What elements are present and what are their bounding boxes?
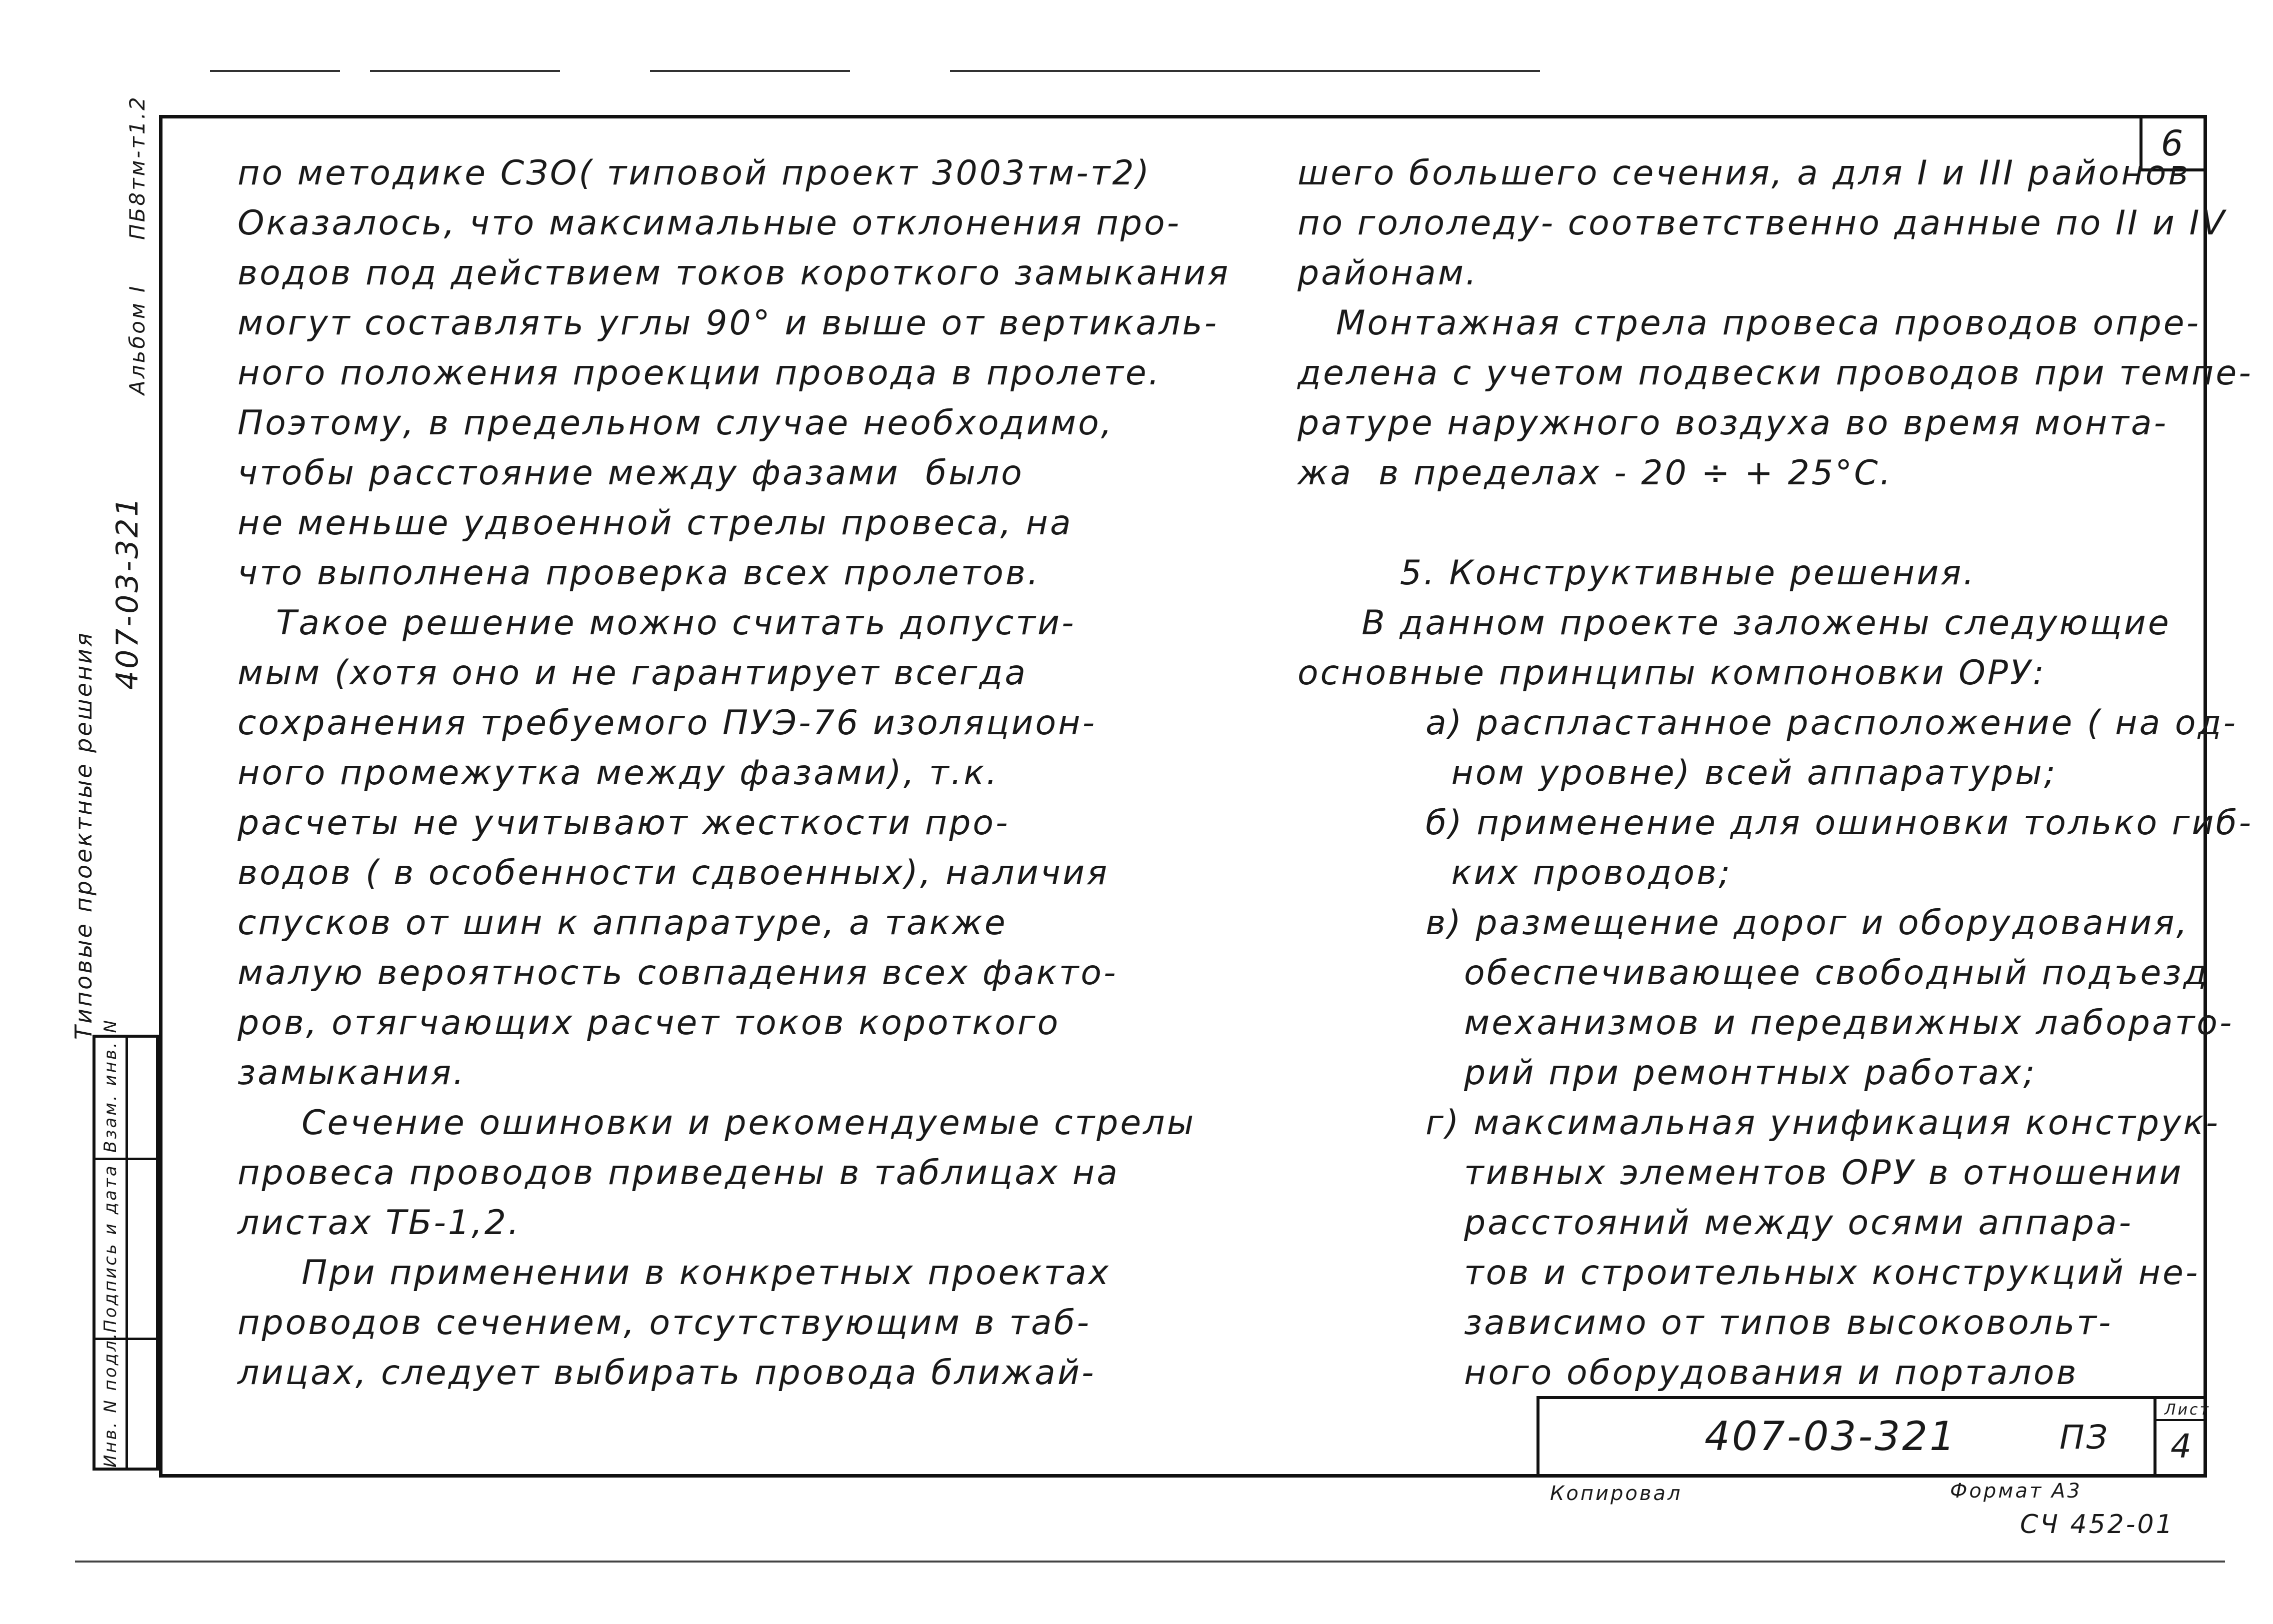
copied-by-label: Копировал	[1550, 1482, 1682, 1505]
right-column-line: зависимо от типов высоковольт-	[1298, 1303, 2113, 1343]
right-column-line: ких проводов;	[1298, 853, 1732, 893]
right-column-line: районам.	[1298, 253, 1478, 293]
right-text-column	[1298, 148, 2253, 1398]
sidebar-series-title: Типовые проектные решения	[70, 631, 97, 1040]
right-column-line	[1298, 498, 2253, 548]
stamp-label-replacement: Взам. инв. N	[100, 1018, 120, 1153]
format-label: Формат А3	[1950, 1480, 2082, 1503]
right-column-line: по гололеду- соответственно данные по II и IV	[1298, 203, 2227, 243]
right-column-line: шего большего сечения, а для I и III районов	[1298, 153, 2190, 193]
left-column-line: могут составлять углы 90° и выше от вертикаль-	[238, 303, 1219, 343]
left-text-column	[238, 148, 1230, 1398]
title-block-sheet-rule	[2156, 1419, 2204, 1421]
right-column-line: В данном проекте заложены следующие	[1298, 603, 2171, 643]
right-column-line: ного оборудования и порталов	[1298, 1353, 2078, 1393]
right-column-line: механизмов и передвижных лаборато-	[1298, 1003, 2234, 1043]
right-column-line: расстояний между осями аппара-	[1298, 1203, 2134, 1243]
sidebar-album-code: ПБ8тм-т1.2	[125, 95, 150, 240]
left-column-line: спусков от шин к аппаратуре, а также	[238, 903, 1008, 943]
left-column-line: водов под действием токов короткого замыкания	[238, 253, 1230, 293]
sidebar-series-code: 407-03-321	[110, 495, 145, 690]
right-column-line: в) размещение дорог и оборудования,	[1298, 903, 2190, 943]
top-dash-1	[210, 70, 340, 72]
title-block-sheet-label: Лист	[2164, 1401, 2211, 1419]
left-column-line: ров, отягчающих расчет токов короткого	[238, 1003, 1060, 1043]
left-column-line: что выполнена проверка всех пролетов.	[238, 553, 1040, 593]
title-block	[1536, 1396, 2211, 1474]
left-column-line: листах ТБ-1,2.	[238, 1203, 521, 1243]
right-column-line: делена с учетом подвески проводов при темпе-	[1298, 353, 2253, 393]
left-column-line: чтобы расстояние между фазами было	[238, 453, 1024, 493]
top-dash-4	[950, 70, 1540, 72]
left-column-line: проводов сечением, отсутствующим в таб-	[238, 1303, 1092, 1343]
right-column-line: а) распластанное расположение ( на од-	[1298, 703, 2238, 743]
left-column-line: замыкания.	[238, 1053, 466, 1093]
left-column-line: ного положения проекции провода в пролете.	[238, 353, 1162, 393]
left-column-line: провеса проводов приведены в таблицах на	[238, 1153, 1120, 1193]
drawing-frame	[159, 115, 2254, 1478]
left-column-line: мым (хотя оно и не гарантирует всегда	[238, 653, 1028, 693]
title-block-sheet-number: 4	[2170, 1427, 2194, 1466]
doc-ref-label: СЧ 452-01	[2020, 1510, 2174, 1540]
right-column-line: жа в пределах - 20 ÷ + 25°С.	[1298, 453, 1893, 493]
left-column-line: Поэтому, в предельном случае необходимо,	[238, 403, 1114, 443]
title-block-document-code: 407-03-321	[1704, 1413, 1957, 1460]
left-column-line: не меньше удвоенной стрелы провеса, на	[238, 503, 1073, 543]
bottom-rule	[75, 1561, 2225, 1563]
left-column-line: Сечение ошиновки и рекомендуемые стрелы	[238, 1103, 1196, 1143]
right-column-line: г) максимальная унификация конструк-	[1298, 1103, 2220, 1143]
approval-stamp	[92, 1018, 159, 1471]
top-dash-2	[370, 70, 560, 72]
left-column-line: расчеты не учитывают жесткости про-	[238, 803, 1010, 843]
right-column-line: основные принципы компоновки ОРУ:	[1298, 653, 2046, 693]
sheet-number: 6	[2160, 123, 2186, 164]
right-column-line: тивных элементов ОРУ в отношении	[1298, 1153, 2184, 1193]
stamp-label-signature: Подпись и дата	[100, 1164, 120, 1333]
left-column-line: водов ( в особенности сдвоенных), наличия	[238, 853, 1110, 893]
right-column-line: Монтажная стрела провеса проводов опре-	[1298, 303, 2201, 343]
right-column-line: ном уровне) всей аппаратуры;	[1298, 753, 2058, 793]
right-column-line: 5. Конструктивные решения.	[1298, 553, 1976, 593]
left-column-line: Такое решение можно считать допусти-	[238, 603, 1076, 643]
left-column-line: сохранения требуемого ПУЭ-76 изоляцион-	[238, 703, 1097, 743]
left-column-line: ного промежутка между фазами), т.к.	[238, 753, 999, 793]
stamp-label-inventory: Инв. N подл.	[100, 1331, 120, 1468]
title-block-section-code: ПЗ	[2060, 1418, 2110, 1457]
top-dash-3	[650, 70, 850, 72]
right-column-line: обеспечивающее свободный подъезд	[1298, 953, 2209, 993]
sidebar-album: Альбом I	[125, 284, 150, 395]
right-column-line: б) применение для ошиновки только гиб-	[1298, 803, 2254, 843]
right-column-line: ратуре наружного воздуха во время монта-	[1298, 403, 2168, 443]
right-column-line: тов и строительных конструкций не-	[1298, 1253, 2200, 1293]
title-block-separator	[2154, 1399, 2156, 1474]
left-column-line: малую вероятность совпадения всех факто-	[238, 953, 1118, 993]
left-column-line: по методике СЗО( типовой проект 3003тм-т2)	[238, 153, 1152, 193]
right-column-line: рий при ремонтных работах;	[1298, 1053, 2037, 1093]
left-column-line: При применении в конкретных проектах	[238, 1253, 1111, 1293]
left-column-line: Оказалось, что максимальные отклонения про-	[238, 203, 1182, 243]
left-column-line: лицах, следует выбирать провода ближай-	[238, 1353, 1096, 1393]
